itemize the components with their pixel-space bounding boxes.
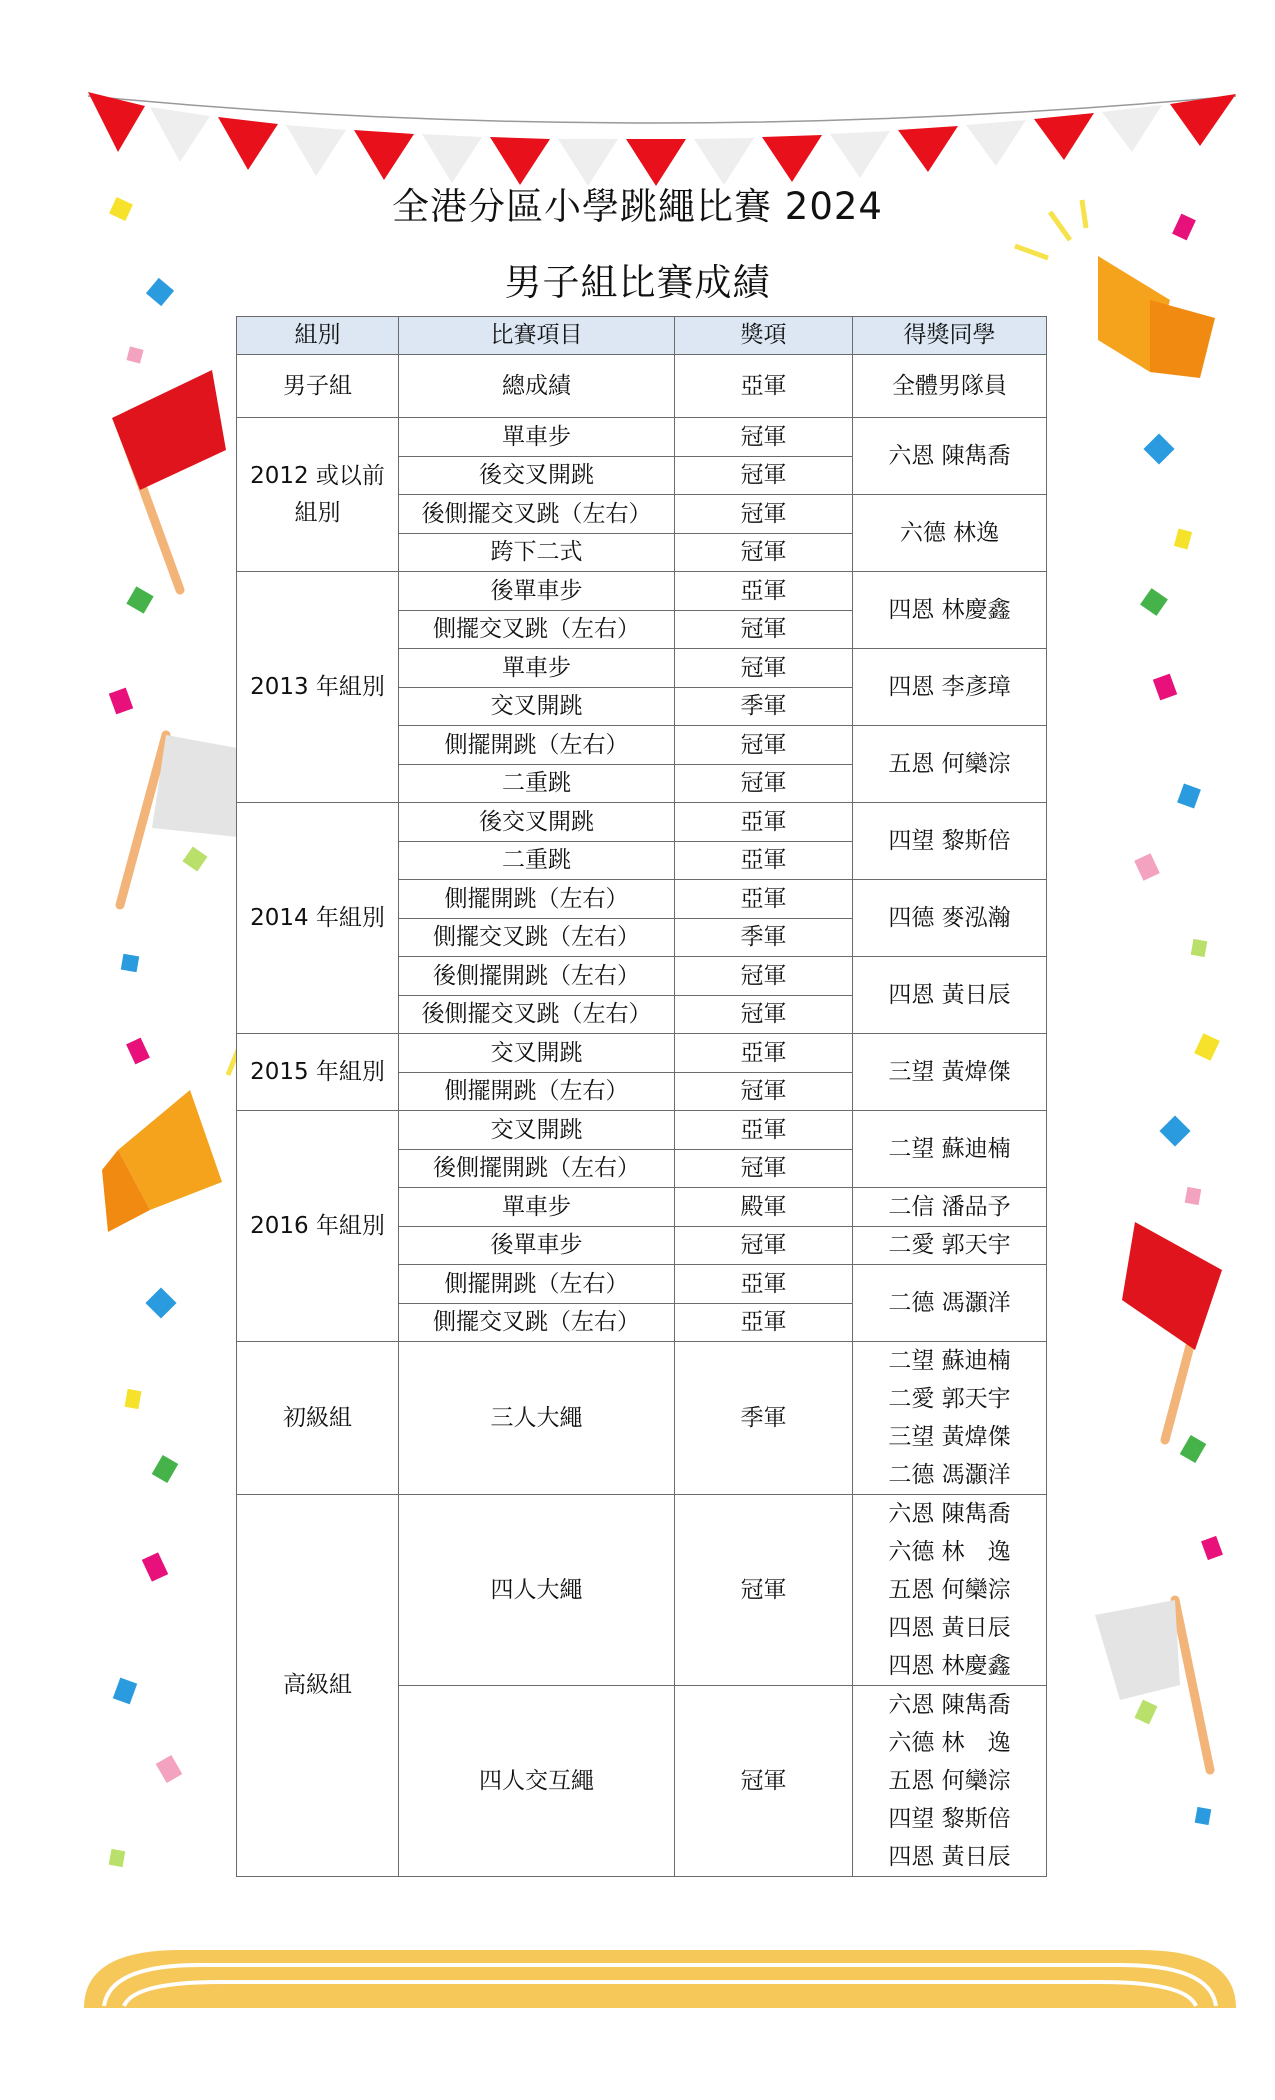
column-header: 比賽項目	[399, 317, 675, 355]
column-header: 獎項	[675, 317, 853, 355]
award-cell: 殿軍	[675, 1188, 853, 1227]
event-cell: 側擺開跳（左右）	[399, 1265, 675, 1304]
event-cell: 後單車步	[399, 1226, 675, 1265]
results-table	[236, 316, 1047, 1877]
award-cell: 亞軍	[675, 1265, 853, 1304]
student-cell: 四望 黎斯倍	[853, 803, 1047, 880]
award-cell: 亞軍	[675, 1303, 853, 1342]
award-cell: 冠軍	[675, 533, 853, 572]
table-row	[237, 572, 1047, 611]
student-cell: 四恩 李彥璋	[853, 649, 1047, 726]
student-cell: 四恩 林慶鑫	[853, 572, 1047, 649]
award-cell: 冠軍	[675, 495, 853, 534]
event-cell: 單車步	[399, 418, 675, 457]
student-name: 三望 黃煒傑	[888, 1424, 1011, 1450]
table-row	[237, 355, 1047, 418]
column-header: 組別	[237, 317, 399, 355]
group-cell: 2016 年組別	[237, 1111, 399, 1342]
award-cell: 亞軍	[675, 1034, 853, 1073]
student-cell: 二信 潘品予	[853, 1188, 1047, 1227]
event-cell: 總成績	[399, 355, 675, 418]
award-cell: 冠軍	[675, 418, 853, 457]
white-flag-icon	[120, 735, 248, 905]
table-row	[237, 803, 1047, 842]
award-cell: 季軍	[675, 918, 853, 957]
award-cell: 季軍	[675, 1342, 853, 1495]
student-cell: 四恩 黃日辰	[853, 957, 1047, 1034]
page-title: 全港分區小學跳繩比賽 2024	[392, 185, 883, 228]
event-cell: 單車步	[399, 1188, 675, 1227]
student-name: 四恩 林慶鑫	[888, 1653, 1011, 1679]
running-track-icon	[84, 1950, 1236, 2008]
student-name: 四恩 黃日辰	[888, 1615, 1011, 1641]
award-cell: 亞軍	[675, 803, 853, 842]
student-cell: 六德 林逸	[853, 495, 1047, 572]
student-name: 四恩 黃日辰	[888, 1844, 1011, 1870]
event-cell: 四人交互繩	[399, 1686, 675, 1877]
event-cell: 三人大繩	[399, 1342, 675, 1495]
student-name: 二愛 郭天宇	[888, 1386, 1011, 1412]
award-cell: 冠軍	[675, 1226, 853, 1265]
red-flag-icon	[1122, 1222, 1222, 1440]
event-cell: 後側擺開跳（左右）	[399, 957, 675, 996]
pennant-banner-icon	[88, 92, 1236, 186]
table-header-row	[237, 317, 1047, 355]
student-name: 二望 蘇迪楠	[888, 1348, 1011, 1374]
group-label-line1: 2012 或以前	[250, 462, 385, 489]
white-flag-icon	[1095, 1600, 1210, 1770]
group-cell: 2015 年組別	[237, 1034, 399, 1111]
event-cell: 側擺交叉跳（左右）	[399, 918, 675, 957]
award-cell: 亞軍	[675, 355, 853, 418]
student-list-cell	[853, 1495, 1047, 1686]
event-cell: 交叉開跳	[399, 1111, 675, 1150]
student-name: 四望 黎斯倍	[888, 1806, 1011, 1832]
event-cell: 單車步	[399, 649, 675, 688]
award-cell: 冠軍	[675, 957, 853, 996]
event-cell: 側擺交叉跳（左右）	[399, 1303, 675, 1342]
group-cell: 2014 年組別	[237, 803, 399, 1034]
student-name: 五恩 何欒淙	[888, 1768, 1011, 1794]
award-cell: 冠軍	[675, 764, 853, 803]
award-cell: 冠軍	[675, 1072, 853, 1111]
student-name: 六德 林 逸	[888, 1730, 1011, 1756]
table-row	[237, 1034, 1047, 1073]
student-cell: 二愛 郭天宇	[853, 1226, 1047, 1265]
student-cell: 三望 黃煒傑	[853, 1034, 1047, 1111]
event-cell: 後側擺交叉跳（左右）	[399, 495, 675, 534]
student-cell: 五恩 何欒淙	[853, 726, 1047, 803]
event-cell: 四人大繩	[399, 1495, 675, 1686]
student-cell: 四德 麥泓瀚	[853, 880, 1047, 957]
event-cell: 後交叉開跳	[399, 803, 675, 842]
student-cell: 二德 馮灝洋	[853, 1265, 1047, 1342]
student-name: 六恩 陳雋喬	[888, 1692, 1011, 1718]
event-cell: 交叉開跳	[399, 1034, 675, 1073]
table-row	[237, 418, 1047, 457]
event-cell: 二重跳	[399, 841, 675, 880]
student-cell: 二望 蘇迪楠	[853, 1111, 1047, 1188]
award-cell: 亞軍	[675, 841, 853, 880]
award-cell: 冠軍	[675, 1686, 853, 1877]
student-name: 五恩 何欒淙	[888, 1577, 1011, 1603]
group-cell: 男子組	[237, 355, 399, 418]
event-cell: 側擺開跳（左右）	[399, 1072, 675, 1111]
event-cell: 二重跳	[399, 764, 675, 803]
award-cell: 季軍	[675, 687, 853, 726]
event-cell: 側擺開跳（左右）	[399, 880, 675, 919]
group-label-line2: 組別	[294, 499, 341, 526]
event-cell: 後單車步	[399, 572, 675, 611]
red-flag-icon	[112, 370, 226, 590]
award-cell: 亞軍	[675, 880, 853, 919]
table-row	[237, 1111, 1047, 1150]
table-row	[237, 1342, 1047, 1495]
event-cell: 後側擺開跳（左右）	[399, 1149, 675, 1188]
event-cell: 側擺開跳（左右）	[399, 726, 675, 765]
group-cell: 初級組	[237, 1342, 399, 1495]
event-cell: 跨下二式	[399, 533, 675, 572]
event-cell: 交叉開跳	[399, 687, 675, 726]
award-cell: 冠軍	[675, 1149, 853, 1188]
student-cell: 六恩 陳雋喬	[853, 418, 1047, 495]
student-name: 六德 林 逸	[888, 1539, 1011, 1565]
student-name: 二德 馮灝洋	[888, 1462, 1011, 1488]
student-cell: 全體男隊員	[853, 355, 1047, 418]
student-name: 六恩 陳雋喬	[888, 1501, 1011, 1527]
event-cell: 側擺交叉跳（左右）	[399, 610, 675, 649]
award-cell: 亞軍	[675, 1111, 853, 1150]
award-cell: 冠軍	[675, 726, 853, 765]
award-cell: 亞軍	[675, 572, 853, 611]
award-cell: 冠軍	[675, 649, 853, 688]
student-list-cell	[853, 1342, 1047, 1495]
student-list-cell	[853, 1686, 1047, 1877]
group-cell	[237, 418, 399, 572]
award-cell: 冠軍	[675, 610, 853, 649]
column-header: 得獎同學	[853, 317, 1047, 355]
table-row	[237, 1495, 1047, 1686]
group-cell: 2013 年組別	[237, 572, 399, 803]
page-subtitle: 男子組比賽成績	[504, 261, 771, 304]
event-cell: 後交叉開跳	[399, 456, 675, 495]
award-cell: 冠軍	[675, 1495, 853, 1686]
event-cell: 後側擺交叉跳（左右）	[399, 995, 675, 1034]
award-cell: 冠軍	[675, 995, 853, 1034]
award-cell: 冠軍	[675, 456, 853, 495]
group-cell: 高級組	[237, 1495, 399, 1877]
